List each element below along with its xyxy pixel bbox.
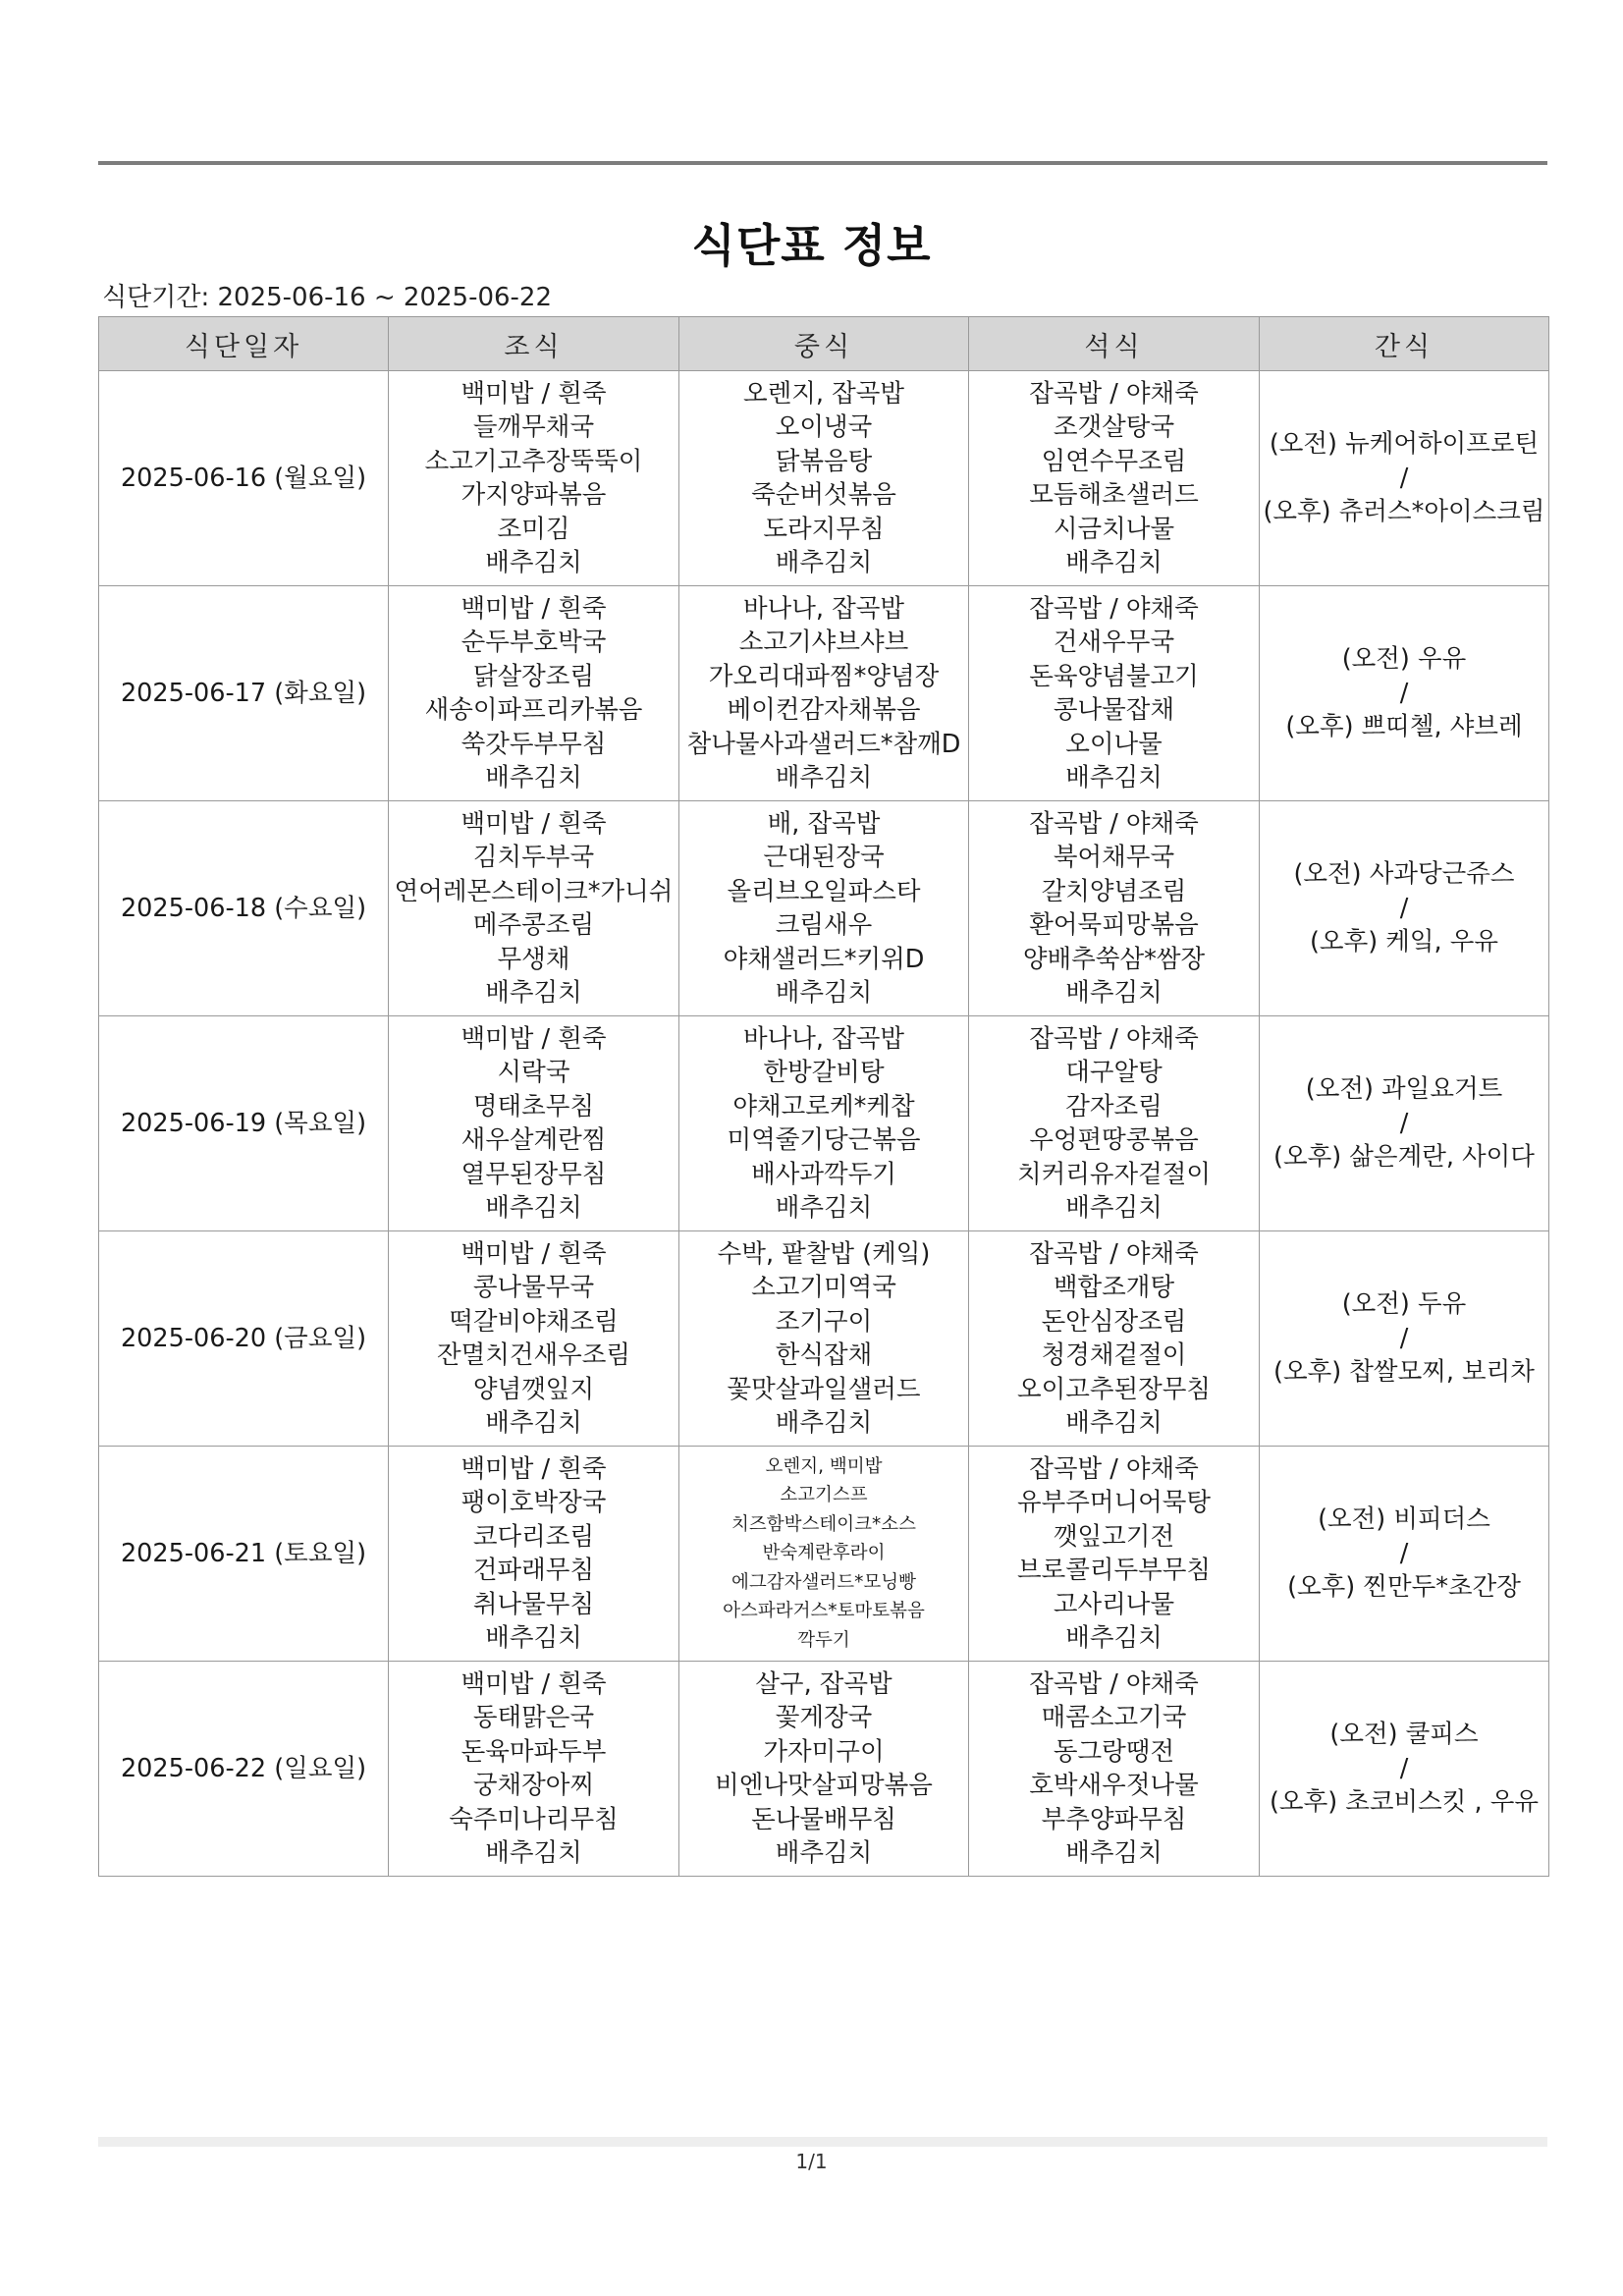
snack-cell <box>1260 1016 1549 1231</box>
table-row <box>99 1447 1549 1662</box>
menu-item: 바나나, 잡곡밥 <box>742 1023 904 1054</box>
menu-item: 백미밥 / 흰죽 <box>460 808 607 839</box>
menu-item: 도라지무침 <box>763 514 885 544</box>
menu-item: 잡곡밥 / 야채죽 <box>1029 1668 1199 1699</box>
menu-item: 건파래무침 <box>472 1556 595 1585</box>
menu-item: 오이고추된장무침 <box>1016 1374 1212 1404</box>
menu-item: 오이냉국 <box>775 412 873 442</box>
menu-item: 깻잎고기전 <box>1053 1521 1175 1552</box>
menu-item: 닭살장조림 <box>472 661 595 691</box>
menu-item: 새우살계란찜 <box>460 1125 607 1155</box>
menu-item: 야채고로케*케찹 <box>732 1091 915 1121</box>
header-lunch: 중식 <box>679 317 969 371</box>
menu-item: 오이나물 <box>1065 729 1163 759</box>
menu-item: (오전) 우유 <box>1341 644 1467 675</box>
menu-item: 동그랑땡전 <box>1053 1736 1175 1767</box>
menu-item: 배추김치 <box>1065 1408 1163 1438</box>
menu-item: 배추김치 <box>1065 763 1163 793</box>
menu-item: 배추김치 <box>775 548 873 577</box>
breakfast-cell <box>389 1447 679 1662</box>
snack-cell <box>1260 1447 1549 1662</box>
header-dinner: 석식 <box>969 317 1260 371</box>
menu-item: 임연수무조림 <box>1041 446 1187 476</box>
menu-item: / <box>1399 1538 1409 1568</box>
menu-item: 호박새우젓나물 <box>1029 1771 1199 1800</box>
menu-item: 브로콜리두부무침 <box>1016 1556 1212 1585</box>
lunch-cell <box>679 1662 969 1877</box>
menu-item: 배추김치 <box>485 1193 582 1223</box>
lunch-cell <box>679 1447 969 1662</box>
menu-item: 쑥갓두부무침 <box>460 729 607 759</box>
footer-rule <box>98 2137 1547 2147</box>
menu-item: (오전) 뉴케어하이프로틴 <box>1269 429 1540 460</box>
menu-item: (오전) 비피더스 <box>1318 1504 1490 1535</box>
menu-item: 배추김치 <box>485 978 582 1008</box>
menu-item: 감자조림 <box>1065 1091 1163 1121</box>
menu-item: 코다리조림 <box>472 1521 595 1552</box>
dinner-cell <box>969 1447 1260 1662</box>
menu-item: 소고기스프 <box>780 1485 868 1506</box>
menu-item: / <box>1399 1108 1409 1138</box>
menu-item: 백합조개탕 <box>1053 1273 1175 1302</box>
menu-item: 죽순버섯볶음 <box>751 480 896 510</box>
menu-item: 김치두부국 <box>472 843 595 872</box>
breakfast-cell <box>389 371 679 586</box>
snack-cell <box>1260 801 1549 1016</box>
menu-item: 잡곡밥 / 야채죽 <box>1029 378 1199 409</box>
menu-item: 취나물무침 <box>472 1589 595 1619</box>
date-cell: 2025-06-22 (일요일) <box>99 1662 389 1877</box>
menu-item: 배, 잡곡밥 <box>767 808 881 839</box>
dinner-cell <box>969 801 1260 1016</box>
menu-item: 배추김치 <box>485 1408 582 1438</box>
menu-item: 배추김치 <box>775 1838 873 1868</box>
menu-item: 양배추쑥삼*쌈장 <box>1022 944 1206 974</box>
menu-item: 잡곡밥 / 야채죽 <box>1029 1453 1199 1484</box>
menu-item: 야채샐러드*키위D <box>723 944 925 974</box>
dinner-cell <box>969 1662 1260 1877</box>
menu-item: 고사리나물 <box>1053 1589 1175 1619</box>
menu-item: 백미밥 / 흰죽 <box>460 1668 607 1699</box>
lunch-cell <box>679 1231 969 1447</box>
date-cell: 2025-06-16 (월요일) <box>99 371 389 586</box>
header-date: 식단일자 <box>99 317 389 371</box>
menu-item: 조미김 <box>497 514 570 544</box>
menu-item: 배추김치 <box>485 1838 582 1868</box>
menu-item: 한방갈비탕 <box>763 1058 885 1087</box>
menu-item: 연어레몬스테이크*가니쉬 <box>394 876 674 906</box>
menu-item: 올리브오일파스타 <box>727 876 921 906</box>
menu-item: 돈나물배무침 <box>751 1804 896 1834</box>
menu-item: (오후) 케잌, 우유 <box>1309 927 1498 957</box>
menu-item: 들깨무채국 <box>472 412 595 442</box>
menu-item: 닭볶음탕 <box>775 446 873 476</box>
menu-item: 배추김치 <box>775 1408 873 1438</box>
dinner-cell <box>969 586 1260 801</box>
menu-item: 꽃맛살과일샐러드 <box>727 1374 921 1404</box>
date-cell: 2025-06-17 (화요일) <box>99 586 389 801</box>
menu-item: 수박, 팥찰밥 (케잌) <box>717 1238 931 1269</box>
lunch-cell <box>679 586 969 801</box>
table-row <box>99 586 1549 801</box>
menu-item: (오후) 찹쌀모찌, 보리차 <box>1273 1357 1535 1388</box>
menu-item: 참나물사과샐러드*참깨D <box>686 729 961 759</box>
breakfast-cell <box>389 586 679 801</box>
menu-item: 배추김치 <box>1065 1193 1163 1223</box>
menu-item: 열무된장무침 <box>460 1159 607 1189</box>
menu-item: 바나나, 잡곡밥 <box>742 593 904 624</box>
menu-item: 동태맑은국 <box>472 1703 595 1732</box>
menu-item: 대구알탕 <box>1065 1058 1163 1087</box>
menu-item: 치즈함박스테이크*소스 <box>731 1513 916 1535</box>
menu-item: 환어묵피망볶음 <box>1029 910 1199 940</box>
menu-item: 부추양파무침 <box>1041 1804 1187 1834</box>
menu-item: 명태초무침 <box>472 1091 595 1121</box>
top-rule <box>98 161 1547 165</box>
lunch-cell <box>679 801 969 1016</box>
menu-item: 꽃게장국 <box>775 1703 873 1732</box>
menu-item: (오후) 쁘띠첼, 샤브레 <box>1285 712 1523 742</box>
menu-item: / <box>1399 678 1409 708</box>
menu-item: 치커리유자겉절이 <box>1016 1159 1212 1189</box>
menu-header-row <box>99 317 1549 371</box>
menu-item: 숙주미나리무침 <box>449 1804 619 1834</box>
dinner-cell <box>969 371 1260 586</box>
menu-item: 메주콩조림 <box>472 910 595 940</box>
breakfast-cell <box>389 1231 679 1447</box>
date-cell: 2025-06-18 (수요일) <box>99 801 389 1016</box>
menu-item: 북어채무국 <box>1053 843 1175 872</box>
date-cell: 2025-06-20 (금요일) <box>99 1231 389 1447</box>
menu-item: 백미밥 / 흰죽 <box>460 378 607 409</box>
menu-item: 새송이파프리카볶음 <box>424 695 643 725</box>
menu-item: 아스파라거스*토마토볶음 <box>723 1601 925 1622</box>
menu-item: 배추김치 <box>485 763 582 793</box>
menu-item: (오전) 과일요거트 <box>1305 1074 1503 1105</box>
menu-item: 조기구이 <box>775 1306 873 1337</box>
menu-item: 소고기고추장뚝뚝이 <box>424 446 643 476</box>
breakfast-cell <box>389 1662 679 1877</box>
menu-item: 궁채장아찌 <box>472 1771 595 1800</box>
menu-item: 살구, 잡곡밥 <box>755 1668 893 1699</box>
menu-item: 돈안심장조림 <box>1041 1306 1187 1337</box>
menu-item: 청경채겉절이 <box>1041 1340 1187 1370</box>
menu-item: 우엉편땅콩볶음 <box>1029 1125 1199 1155</box>
menu-item: 배추김치 <box>485 1623 582 1653</box>
menu-item: / <box>1399 893 1409 923</box>
table-row <box>99 1662 1549 1877</box>
menu-item: (오전) 두유 <box>1341 1289 1467 1320</box>
header-breakfast: 조식 <box>389 317 679 371</box>
table-row <box>99 801 1549 1016</box>
menu-item: 배추김치 <box>1065 978 1163 1008</box>
menu-item: 잔멸치건새우조림 <box>436 1340 631 1370</box>
menu-item: 콩나물잡채 <box>1053 695 1175 725</box>
table-row <box>99 371 1549 586</box>
header-snack: 간식 <box>1260 317 1549 371</box>
menu-item: 한식잡채 <box>775 1340 873 1370</box>
menu-item: 콩나물무국 <box>472 1273 595 1302</box>
menu-item: 잡곡밥 / 야채죽 <box>1029 808 1199 839</box>
menu-item: 반숙계란후라이 <box>762 1543 886 1564</box>
menu-item: 배추김치 <box>485 548 582 577</box>
menu-item: 배사과깍두기 <box>751 1159 896 1189</box>
menu-item: 가지양파볶음 <box>460 480 607 510</box>
menu-item: 잡곡밥 / 야채죽 <box>1029 1238 1199 1269</box>
breakfast-cell <box>389 801 679 1016</box>
menu-period: 식단기간: 2025-06-16 ~ 2025-06-22 <box>102 283 553 312</box>
table-row <box>99 1231 1549 1447</box>
menu-item: 배추김치 <box>1065 1838 1163 1868</box>
menu-item: 베이컨감자채볶음 <box>727 695 921 725</box>
menu-item: 배추김치 <box>1065 1623 1163 1653</box>
menu-item: 시금치나물 <box>1053 514 1175 544</box>
menu-item: 갈치양념조림 <box>1041 876 1187 906</box>
menu-item: 배추김치 <box>1065 548 1163 577</box>
page-title: 식단표 정보 <box>691 219 932 272</box>
menu-item: 팽이호박장국 <box>460 1488 607 1517</box>
menu-item: 시락국 <box>497 1058 570 1087</box>
menu-item: (오후) 찐만두*초간장 <box>1287 1572 1521 1603</box>
menu-item: 매콤소고기국 <box>1041 1703 1187 1732</box>
menu-item: 양념깻잎지 <box>472 1374 595 1404</box>
menu-item: 소고기미역국 <box>751 1273 896 1302</box>
menu-item: / <box>1399 463 1409 493</box>
menu-item: 건새우무국 <box>1053 628 1175 657</box>
dinner-cell <box>969 1016 1260 1231</box>
menu-item: 소고기샤브샤브 <box>738 628 909 657</box>
snack-cell <box>1260 1231 1549 1447</box>
menu-item: 배추김치 <box>775 1193 873 1223</box>
menu-item: (오전) 쿨피스 <box>1329 1720 1479 1750</box>
menu-item: / <box>1399 1753 1409 1783</box>
menu-item: 잡곡밥 / 야채죽 <box>1029 1023 1199 1054</box>
menu-item: 돈육마파두부 <box>460 1736 607 1767</box>
menu-item: 백미밥 / 흰죽 <box>460 593 607 624</box>
dinner-cell <box>969 1231 1260 1447</box>
page-number: 1/1 <box>795 2150 828 2173</box>
menu-item: 잡곡밥 / 야채죽 <box>1029 593 1199 624</box>
menu-item: 무생채 <box>497 944 570 974</box>
menu-item: 돈육양념불고기 <box>1029 661 1199 691</box>
menu-item: 오렌지, 백미밥 <box>765 1455 883 1477</box>
menu-item: 근대된장국 <box>763 843 885 872</box>
menu-item: 크림새우 <box>775 910 873 940</box>
menu-item: 가자미구이 <box>763 1736 885 1767</box>
menu-item: 백미밥 / 흰죽 <box>460 1238 607 1269</box>
menu-item: 백미밥 / 흰죽 <box>460 1453 607 1484</box>
lunch-cell <box>679 371 969 586</box>
menu-item: 미역줄기당근볶음 <box>727 1125 921 1155</box>
snack-cell <box>1260 586 1549 801</box>
menu-table <box>98 316 1549 1877</box>
breakfast-cell <box>389 1016 679 1231</box>
menu-item: 오렌지, 잡곡밥 <box>742 378 904 409</box>
menu-item: 배추김치 <box>775 978 873 1008</box>
menu-item: (오후) 삶은계란, 사이다 <box>1273 1142 1535 1173</box>
menu-item: 모듬해초샐러드 <box>1029 480 1199 510</box>
menu-item: 에그감자샐러드*모닝빵 <box>731 1571 916 1593</box>
menu-item: (오전) 사과당근쥬스 <box>1293 859 1515 890</box>
menu-item: 백미밥 / 흰죽 <box>460 1023 607 1054</box>
menu-item: / <box>1399 1323 1409 1353</box>
snack-cell <box>1260 371 1549 586</box>
snack-cell <box>1260 1662 1549 1877</box>
menu-item: (오후) 초코비스킷 , 우유 <box>1269 1787 1540 1818</box>
menu-item: 깍두기 <box>797 1629 850 1651</box>
table-row <box>99 1016 1549 1231</box>
date-cell: 2025-06-19 (목요일) <box>99 1016 389 1231</box>
menu-item: 순두부호박국 <box>460 628 607 657</box>
menu-item: 가오리대파찜*양념장 <box>708 661 940 691</box>
menu-item: 조갯살탕국 <box>1053 412 1175 442</box>
menu-item: 떡갈비야채조림 <box>449 1306 619 1337</box>
lunch-cell <box>679 1016 969 1231</box>
menu-item: 유부주머니어묵탕 <box>1016 1488 1212 1517</box>
menu-item: 배추김치 <box>775 763 873 793</box>
menu-item: (오후) 츄러스*아이스크림 <box>1263 497 1545 527</box>
date-cell: 2025-06-21 (토요일) <box>99 1447 389 1662</box>
menu-item: 비엔나맛살피망볶음 <box>715 1771 933 1800</box>
